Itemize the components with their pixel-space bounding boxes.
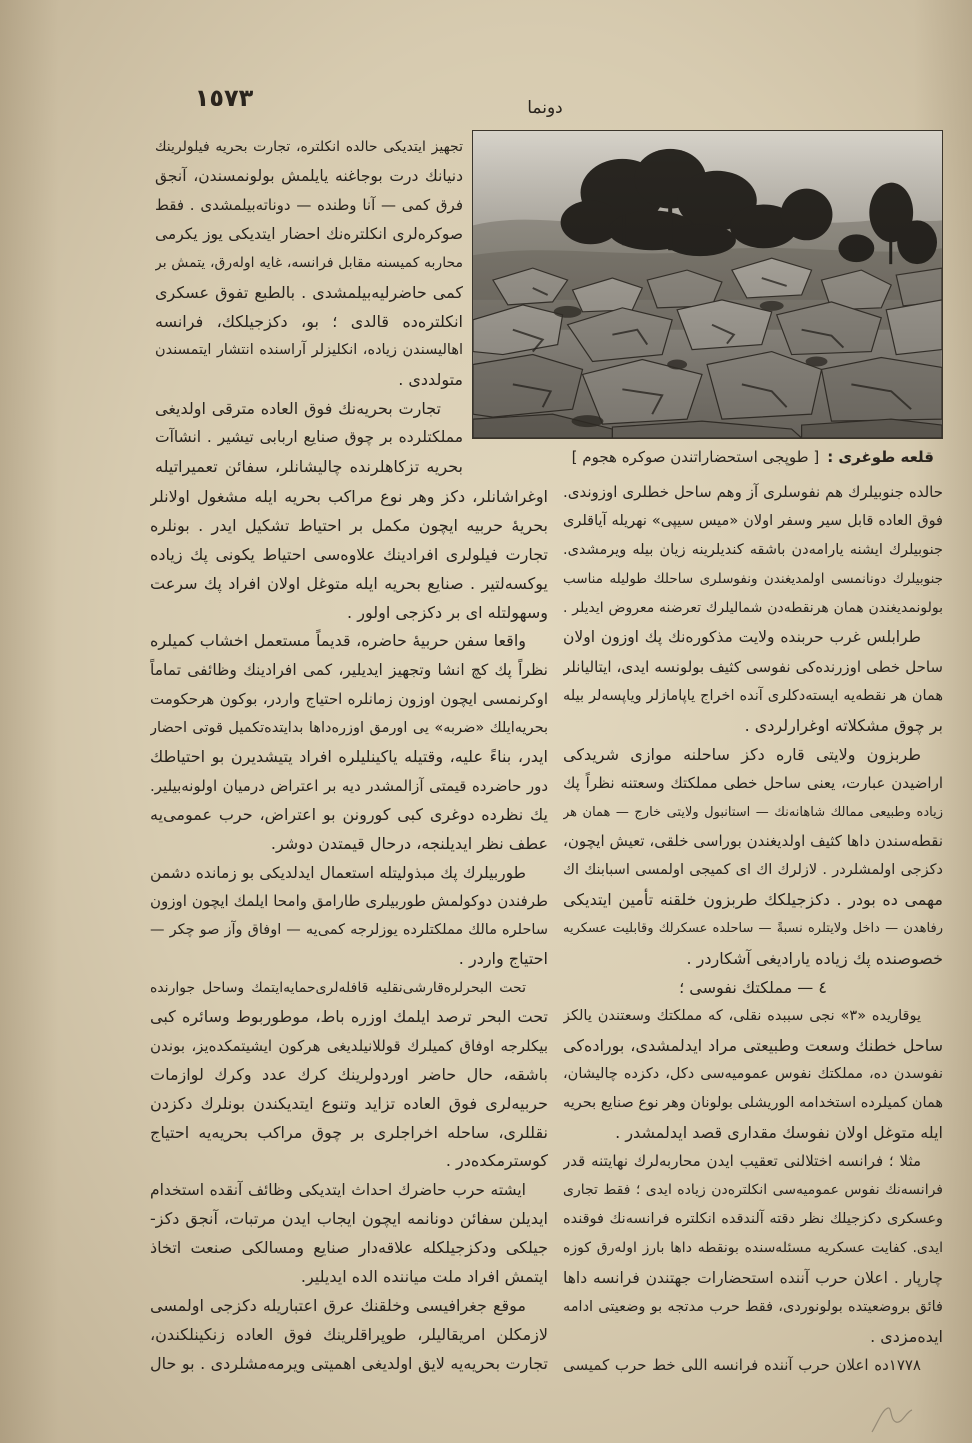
left-column-top-line: دنیانك درت بوجاغنه یایلمش بولونمسندن، آنجق [155, 167, 463, 185]
caption-title: قلعه طوغری : [827, 448, 934, 466]
left-column-line: نقللری، ساحله اخراجلری بر چوق مراکب بحریه‌یه احتیاج [150, 1122, 548, 1142]
right-column-line: طرابلس غرب حربنده ولایت مذکوره‌نك پك اوزون اولان [563, 628, 921, 647]
running-title: دونما [527, 98, 563, 118]
right-column-line: جنوبیلرك ایشنه یارامه‌دن باشقه کندیلرینه زیان بیله ویرمشدی. [563, 542, 943, 559]
right-column-line: ١٧٧٨ده اعلان حرب آننده فرانسه اللی خط حرب کمیسی [563, 1355, 921, 1374]
left-column-line: ایدر، بناءً علیه، وقتیله یاکینلیلره افراد یتیشدیرن بو احتیاطك [150, 747, 548, 767]
left-column-line: دور حاضرده قیمتی آزالمشدر دیه بر اعتراض درمیان اولونه‌بیلیر. [150, 776, 548, 795]
pencil-mark [868, 1402, 918, 1438]
left-column-line: لازمکلن امریقالیلر، طوپراقلرینك فوق العاده زنکینلکندن، [150, 1324, 548, 1344]
left-column-line: ایتمش افراد ملت میاننده الده ایدیلیر. [300, 1267, 548, 1287]
left-column-line: یوکسه‌لتیر . صنایع بحریه ایله متوغل اولان افراد پك سرعت [150, 573, 548, 593]
left-column-line: کوسترمکده‌در . [445, 1151, 548, 1171]
right-column-line: مهمی ده بودر . دکزجیلکك طربزون خلقنه تأمین ایتدیکی [563, 890, 943, 910]
left-column-line: ایدیلن سفائن دونانمه ایچون ایجاب ایدن مرتبات، آنجق دکز- [150, 1209, 548, 1229]
left-column-line: واقعا سفن حربیهٔ حاضره، قدیماً مستعمل اخشاب کمیلره [150, 631, 526, 651]
left-column-top-line: انکلتره‌ده قالدی ؛ بو، دکزجیلکك، فرانسه [155, 312, 463, 331]
left-column-top-line: بحریه تزکاهلرنده چالیشانلر، سفائن تعمیراتیله [155, 457, 463, 476]
left-column-top-line: مملکتلرده بر چوق صنایع اربابی تیشیر . انشاآت [155, 428, 463, 446]
left-column-top-line: اهالیسندن زیاده، انکلیزلر آراسنده انتشار ایتمسندن [155, 342, 463, 358]
left-column-line: اوغراشانلر، دکز وهر نوع مراکب بحریه ایله مشغول اولانلر [150, 487, 548, 506]
right-column-line: خصوصنده پك زیاده یارادیغی آشکاردر . [686, 948, 943, 968]
left-column-line: طرفندن دوکولمش طوربیلری طارامق وامحا ایلمك ایچون اوزون [150, 892, 548, 911]
left-column-line: اوکرنمسی ایچون اوزون زمانلره احتیاج واردر، بوکون هرحکومت [150, 690, 548, 709]
left-column-line: وسهولتله ای بر دکزجی اولور . [347, 602, 548, 622]
landscape-photo [473, 131, 942, 438]
left-column-line: بحریه‌ایلك «ضربه» یی اورمق اوزره‌داها بدایتده‌تکمیل قوتی احضار [150, 720, 548, 737]
caption-text: [ طوپجی استحضاراتندن صوکره هجوم ] [571, 448, 820, 466]
right-column-line: وعسکری دکزجیلك نظر دقته آلندقده انکلتره فرانسه‌نك فوقنده [563, 1211, 943, 1228]
left-column-line: تحت البحرلره‌قارشی‌نقلیه قافله‌لری‌حمایه‌ایتمك وساحل جوارنده [150, 980, 526, 997]
right-column-line: نفوسدن ده، مملکتك نفوس عمومیه‌سی دکل، دکزده چالیشان، [563, 1065, 943, 1082]
right-column-line: نقطه‌سندن داها کثیف اولدیغندن بوراسی خلقی، تعیش ایچون، [563, 832, 943, 851]
left-column-line: یك نظرده دوغری کبی کورونن بو اعتراض، حرب عمومی‌یه [150, 804, 548, 824]
right-column-line: همان هر نقطه‌یه ایسته‌دکلری آنده اخراج یاپامازلر ویاپسه‌لر بیله [563, 687, 943, 704]
left-column-line: باشقه، حال حاضر اوردولرینك کرك عدد وکرك لوازمات [150, 1064, 548, 1084]
section-heading: ٤ — مملکتك نفوسی ؛ [679, 977, 827, 997]
left-column-line: ایشته حرب حاضرك احداث ایتدیکی وظائف آنقده استخدام [150, 1181, 526, 1200]
left-column-line: بیکلرجه اوفاق کمیلرك قوللانیلدیغی هرکون ایشیتمکده‌یز، بوندن [150, 1036, 548, 1055]
right-column-line: اراضیدن عبارت، یعنی ساحل خطی مملکتك وسعتنه نظراً پك [563, 773, 943, 792]
left-column-top-line: تجهیز ایتدیکی حالده انکلتره، تجارت بحریه فیلولرینك [155, 139, 463, 155]
right-column-line: ساحل خطی اوزرنده‌کی نفوسی کثیف بولونسه ایدی، ایتالیانلر [563, 657, 943, 676]
right-column-line: رفاهدن — داخل ولایتلره نسبةً — ساحلده عسکرلك وقابلیت عسکریه [563, 921, 943, 937]
fortress-hill-photo [472, 130, 943, 439]
left-column-top-line: فرق کمی — آنا وطنده — دوناته‌بیلمشدی . فقط [155, 196, 463, 214]
left-column-line: حربیه‌لری فوق العاده تزاید وتنوع ایتدیکندن بونلرك دکزدن [150, 1093, 548, 1113]
right-column-line: یوقاریده «۳» نجی سببده نقلی، که مملکتك وسعتندن یالکز [563, 1007, 921, 1024]
right-column-line: چارپار . اعلان حرب آننده استحضارات جهتندن فرانسه داها [563, 1268, 943, 1287]
left-column-bottom [150, 483, 548, 1379]
right-column-line: زیاده وطبیعی ممالك شاهانه‌نك — استانبول ولایتی خارج — همان هر [563, 805, 943, 821]
right-column-line: فوق العاده قابل سیر وسفر اولان «میس سیپی» نهریله آیاقلری [563, 513, 943, 530]
left-column-line: تجارت بحریه‌یه لایق اولدیغی اهمیتی ویرمه‌مشلردی . بو حال [150, 1353, 548, 1373]
right-column-line: حالده جنوبیلرك هم نفوسلری آز وهم ساحل خطلری اوزوندی. [563, 483, 943, 501]
left-column-line: تحت البحر ترصد ایلمك اوزره باط، موطوربوط وسائره کبی [150, 1007, 548, 1027]
left-column-line: طوربیلرك پك مبذولیتله استعمال ایدلدیکی بو زمانده دشمن [150, 863, 526, 882]
right-column-line: دکزجی اولمشلردر . لازلرك اك ای کمیجی اولمسی اسبابنك اك [563, 862, 943, 879]
right-column-line: ایده‌مزدی . [870, 1326, 943, 1346]
left-column-top-line: متولددی . [398, 370, 463, 389]
left-column-line: عطف نظر ایدیلنجه، درحال قیمتدن دوشر. [270, 833, 548, 853]
left-column-line: تجارت فیلولری افرادینك علاوه‌سی احتیاط یکونی پك زیاده [150, 544, 548, 564]
left-column-top-line: کمی حاضرلیه‌بیلمشدی . بالطبع تفوق عسکری [155, 283, 463, 302]
right-column-line: ایدی. کفایت عسکریه مسئله‌سنده بونقطه داها بارز اوله‌رق کوزه [563, 1240, 943, 1257]
right-column-line: مثلا ؛ فرانسه اختلالنی تعقیب ایدن محاربه‌لرك نهایتنه قدر [563, 1152, 921, 1171]
left-column-top-line: تجارت بحریه‌نك فوق العاده مترقی اولدیغی [155, 399, 441, 418]
photo-caption [538, 444, 934, 470]
right-column-line: ساحل خطنك وسعت وطبیعتی مراد ایدلمشدی، بوراده‌کی [563, 1035, 943, 1055]
right-column-line: بولونمدیغندن همان هرنقطه‌دن شمالیلرك تعرضنه معروض ایدیلر . [563, 600, 943, 617]
right-column-line: ایله متوغل اولان نفوسك مقداری قصد ایدلمشدر . [615, 1123, 943, 1143]
left-column-line: بحریهٔ حربیه ایچون مکمل بر احتیاط تشکیل ایدر . بونلره [150, 515, 548, 535]
left-column-line: موقع جغرافیسی وخلقنك عرق اعتباریله دکزجی اولمسی [150, 1295, 526, 1315]
right-column-line: همان کمیلرده استخدامه الوریشلی بولونان وهر نوع صنایع بحریه [563, 1094, 943, 1111]
left-column-top-line: صوکره‌لری انکلتره‌نك احضار ایتدیکی یوز یکرمی [155, 225, 463, 243]
right-column-line: طربزون ولایتی قاره دکز ساحلنه موازی شریدکی [563, 744, 921, 764]
page-number: ١٥٧٣ [194, 84, 254, 112]
right-column-line: جنوبیلرك دونانمسی اولمدیغندن ونفوسلری ساحلك طولیله مناسب [563, 571, 943, 588]
right-column-line: بر چوق مشکلاته اوغرارلردی . [744, 715, 943, 735]
right-column [563, 478, 943, 1380]
left-column-line: ساحلره مالك مملکتلرده یوزلرجه کمی‌یه — اوفاق وآز صو چکر — [150, 922, 548, 939]
left-column-line: نظراً پك کچ انشا وتجهیز ایدیلیر، کمی افرادینك وظائفی تماماً [150, 661, 548, 680]
left-column-line: جیلکی ودکزجیلکله علاقه‌دار صنایع ومسالکی صنعت اتخاذ [150, 1238, 548, 1258]
right-column-line: فرانسه‌نك نفوس عمومیه‌سی انکلتره‌دن زیاده ایدی ؛ فقط تجاری [563, 1182, 943, 1199]
left-column-top-line: محاربه کمیسنه مقابل فرانسه، غایه اوله‌رق، یتمش بر [155, 255, 463, 271]
left-column-line: احتیاج واردر . [458, 949, 548, 969]
left-column-top [155, 133, 463, 481]
right-column-line: فائق بروضعیتده بولونوردی، فقط حرب مدتجه بو وضعیتی ادامه [563, 1298, 943, 1315]
